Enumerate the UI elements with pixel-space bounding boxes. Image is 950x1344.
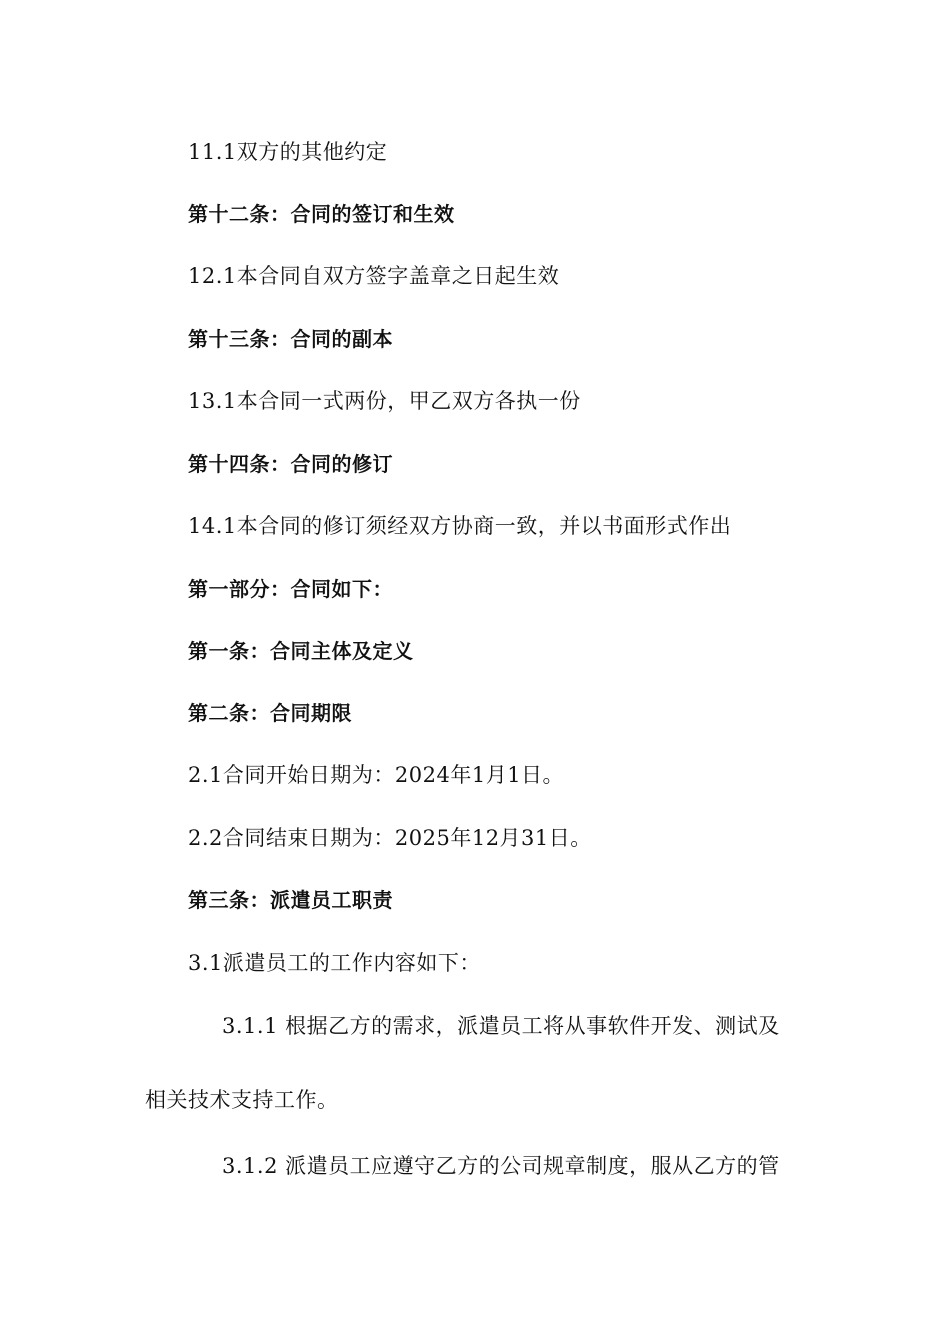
clause-3-1-text: 3.1派遣员工的工作内容如下： xyxy=(188,951,481,975)
clause-13-1-text: 13.1本合同一式两份，甲乙双方各执一份 xyxy=(188,389,581,413)
clause-3-1-1-text: 3.1.1 根据乙方的需求，派遣员工将从事软件开发、测试及 xyxy=(222,1014,780,1038)
article-1-heading: 第一条：合同主体及定义 xyxy=(188,639,414,663)
clause-14-1-text: 14.1本合同的修订须经双方协商一致，并以书面形式作出 xyxy=(188,514,732,538)
article-2-heading: 第二条：合同期限 xyxy=(188,701,352,725)
article-13-heading: 第十三条：合同的副本 xyxy=(188,327,393,351)
article-14-heading: 第十四条：合同的修订 xyxy=(188,452,393,476)
clause-3-1-2-text: 3.1.2 派遣员工应遵守乙方的公司规章制度，服从乙方的管 xyxy=(222,1154,780,1178)
article-3-heading: 第三条：派遣员工职责 xyxy=(188,888,393,912)
article-12-heading: 第十二条：合同的签订和生效 xyxy=(188,202,455,226)
clause-11-1-text: 11.1双方的其他约定 xyxy=(188,140,388,164)
clause-12-1-text: 12.1本合同自双方签字盖章之日起生效 xyxy=(188,264,560,288)
clause-2-2-text: 2.2合同结束日期为：2025年12月31日。 xyxy=(188,826,592,850)
part-1-heading: 第一部分：合同如下： xyxy=(188,577,393,601)
clause-2-1-text: 2.1合同开始日期为：2024年1月1日。 xyxy=(188,763,565,787)
clause-3-1-1-continuation: 相关技术支持工作。 xyxy=(145,1088,339,1112)
